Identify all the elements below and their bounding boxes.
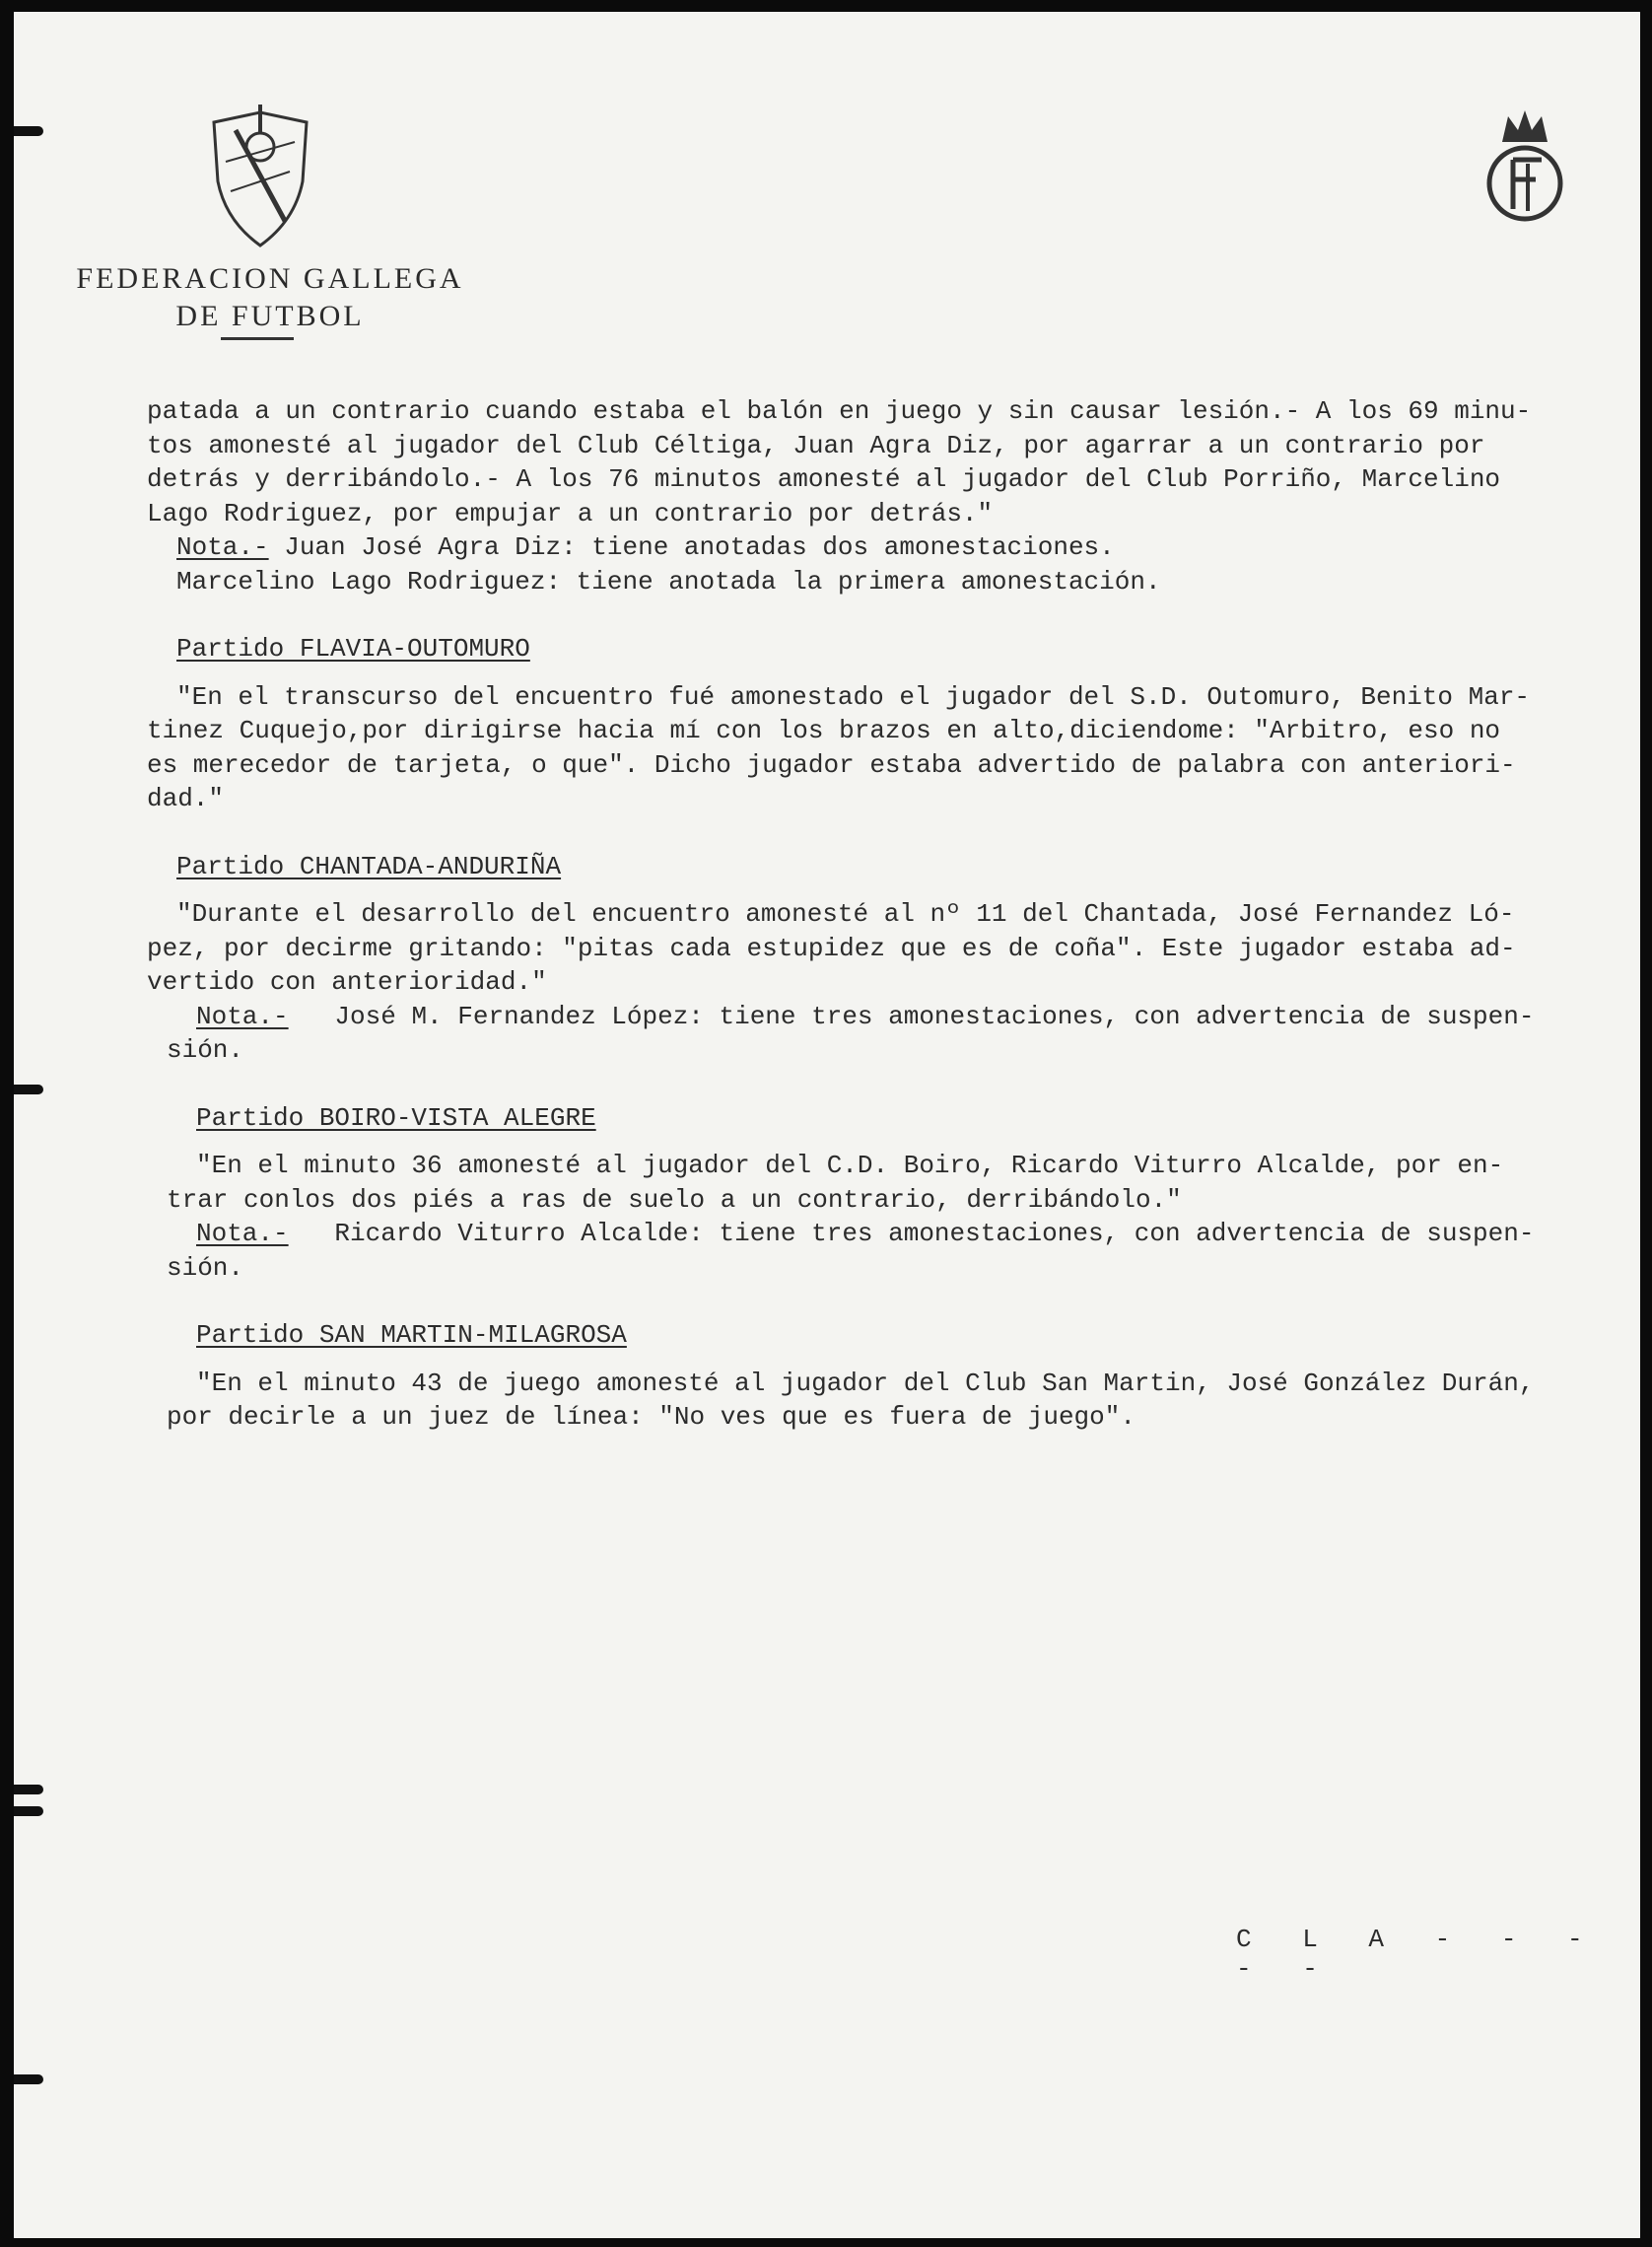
match-heading-text: Partido FLAVIA-OUTOMURO [176,634,530,664]
match-heading [147,850,1625,884]
document-page [14,12,1640,2238]
binder-mark [14,1085,43,1094]
org-name-line1: FEDERACION GALLEGA [76,262,464,295]
note-label: Nota.- [196,1001,289,1031]
binder-mark [14,1785,43,1794]
note-label: Nota.- [176,532,269,562]
match-heading-text: Partido CHANTADA-ANDURIÑA [176,851,562,881]
crown-emblem-logo [1480,103,1569,231]
text-line: vertido con anterioridad." [147,967,547,997]
note-line [147,1217,1625,1251]
note-line: Marcelino Lago Rodriguez: tiene anotada la primera amonestación. [176,566,1161,597]
binder-mark [14,1806,43,1816]
match-heading [147,1101,1625,1136]
match-heading [147,1318,1625,1353]
note-text: José M. Fernandez López: tiene tres amonestaciones, con advertencia de suspen- [288,1001,1535,1031]
header-divider [221,337,294,340]
text-line: "En el minuto 36 amonesté al jugador del C.D. Boiro, Ricardo Viturro Alcalde, por en- [196,1151,1504,1180]
federation-shield-logo [206,103,314,250]
note-line [147,530,1625,565]
binder-mark [14,2074,43,2084]
note-line [147,1000,1625,1034]
report-body [147,394,1625,1435]
text-line: tos amonesté al jugador del Club Céltiga, Juan Agra Diz, por agarrar a un contrario por [147,430,1485,460]
text-line: "En el minuto 43 de juego amonesté al jugador del Club San Martin, José González Durán, [196,1368,1535,1398]
note-label: Nota.- [196,1219,289,1248]
text-line: es merecedor de tarjeta, o que". Dicho jugador estaba advertido de palabra con anteriori- [147,749,1516,780]
footer-code: C L A - - - - - [1236,1925,1601,1984]
text-line: Lago Rodriguez, por empujar a un contrario por detrás." [147,498,994,528]
text-line: "Durante el desarrollo del encuentro amonesté al nº 11 del Chantada, José Fernandez Ló- [176,899,1515,929]
text-line: tinez Cuquejo,por dirigirse hacia mí con los brazos en alto,diciendome: "Arbitro, eso no [147,716,1501,745]
text-line: detrás y derribándolo.- A los 76 minutos amonesté al jugador del Club Porriño, Marcelino [147,464,1501,494]
text-line: patada a un contrario cuando estaba el balón en juego y sin causar lesión.- A los 69 minu- [147,396,1532,426]
binder-mark [14,126,43,136]
text-line: sión. [167,1252,244,1283]
note-text: Ricardo Viturro Alcalde: tiene tres amonestaciones, con advertencia de suspen- [288,1219,1535,1248]
match-heading [147,632,1625,667]
text-line: dad." [147,784,225,813]
text-line: pez, por decirme gritando: "pitas cada estupidez que es de coña". Este jugador estaba ad- [147,933,1516,963]
text-line: sión. [167,1035,244,1065]
text-line: por decirle a un juez de línea: "No ves que es fuera de juego". [167,1402,1136,1432]
org-name-line2: DE FUTBOL [175,300,365,332]
text-line: "En el transcurso del encuentro fué amonestado el jugador del S.D. Outomuro, Benito Mar- [176,681,1531,712]
match-heading-text: Partido BOIRO-VISTA ALEGRE [196,1102,596,1133]
note-text: Juan José Agra Diz: tiene anotadas dos amonestaciones. [268,532,1115,562]
match-heading-text: Partido SAN MARTIN-MILAGROSA [196,1320,627,1350]
organization-name [63,260,477,335]
text-line: trar conlos dos piés a ras de suelo a un contrario, derribándolo." [167,1184,1182,1215]
